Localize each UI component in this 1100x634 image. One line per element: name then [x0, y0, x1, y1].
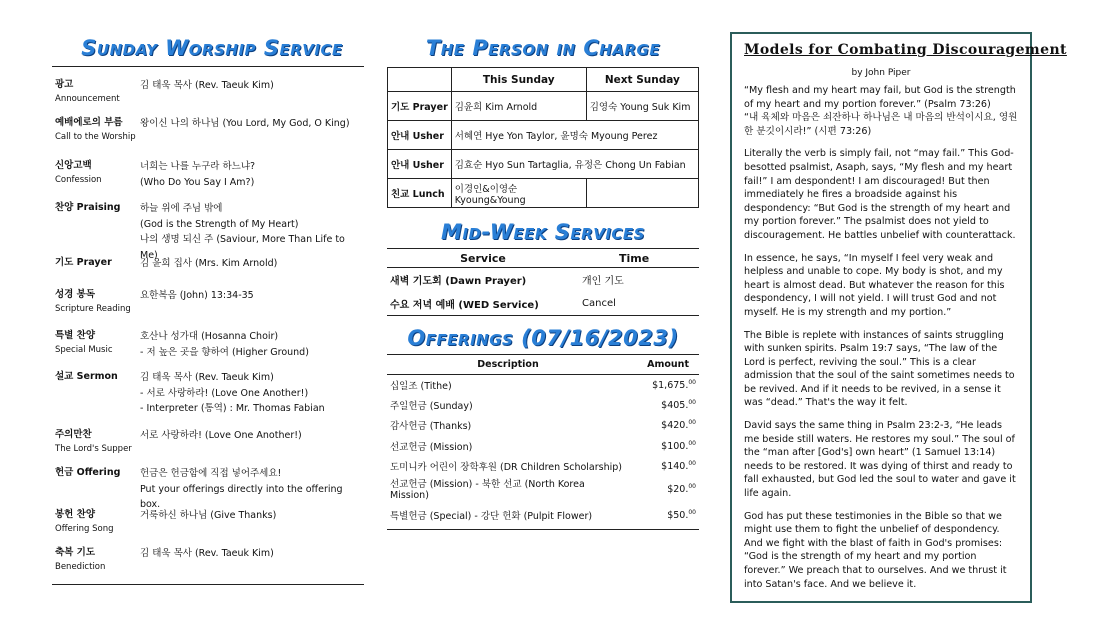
offering-cents: 00 — [688, 378, 696, 386]
article-author: by John Piper — [851, 68, 911, 78]
table-row — [387, 292, 699, 316]
offering-amount: $50. — [667, 510, 689, 522]
table-row — [387, 476, 699, 501]
offering-cents: 00 — [688, 460, 696, 468]
service-item-label — [55, 256, 140, 284]
table-header-this-sunday: This Sunday — [451, 68, 586, 92]
person-in-charge-title: The Person in Charge — [425, 36, 661, 60]
service-item-content — [140, 288, 364, 325]
midweek-services-table — [387, 248, 699, 316]
list-item — [52, 284, 364, 325]
table-row — [388, 179, 699, 208]
table-row — [387, 375, 699, 395]
offering-amount-cell — [629, 415, 699, 435]
offerings-title: Offerings (07/16/2023) — [407, 326, 679, 350]
service-item-subtitle: Benediction — [55, 562, 106, 572]
table-header-role — [388, 68, 452, 92]
service-item-line: 호산나 성가대 (Hosanna Choir) — [140, 331, 279, 342]
service-item-line: 요한복음 (John) 13:34-35 — [140, 290, 254, 301]
service-item-subtitle: Offering Song — [55, 524, 114, 534]
service-item-line: 나의 생명 되신 주 (Saviour, More Than Life to Me) — [140, 234, 345, 261]
service-item-line: - Interpreter (통역) : Mr. Thomas Fabian — [140, 403, 325, 414]
service-item-subtitle: Special Music — [55, 345, 113, 355]
table-row — [387, 456, 699, 476]
table-header-description: Description — [387, 355, 629, 375]
service-item-label — [55, 508, 140, 542]
table-header-next-sunday: Next Sunday — [586, 68, 698, 92]
service-item-name: 주의만찬 — [55, 429, 92, 440]
offering-amount-cell — [629, 395, 699, 415]
service-item-label — [55, 159, 140, 197]
service-item-line: 김 태욱 목사 (Rev. Taeuk Kim) — [140, 80, 274, 91]
service-item-name: 찬양 Praising — [55, 202, 121, 213]
article-box — [730, 32, 1067, 603]
table-header-time: Time — [579, 249, 699, 268]
list-item — [52, 197, 364, 261]
service-time-cell: Cancel — [579, 292, 699, 316]
service-item-name: 헌금 Offering — [55, 467, 121, 478]
offering-amount-cell — [629, 456, 699, 476]
service-item-subtitle: Scripture Reading — [55, 304, 131, 314]
next-sunday-cell — [586, 179, 698, 208]
list-item — [52, 155, 364, 197]
article-body — [744, 84, 1018, 591]
offering-description-cell: 주일헌금 (Sunday) — [390, 401, 473, 413]
article-paragraph: David says the same thing in Psalm 23:2-3, “He leads me beside still waters. He restores my soul.” The soul of the “man after [God's] own heart” (1 Samuel 13:14) needs to be restored. It was dying of thirst and ready to fall exhausted, but God led the soul to water and gave it life again. — [744, 420, 1016, 500]
article-paragraph: God has put these testimonies in the Bible so that we might use them to fight the unbelief of despondency. And we fight with the blast of faith in God's promises: “God is the strength of my heart and my portion forever.” We preach that to ourselves. And we thrust it into Satan's face. And we believe it. — [744, 510, 1007, 590]
service-item-name: 성경 봉독 — [55, 289, 96, 300]
offering-amount: $1,675. — [652, 380, 689, 392]
service-item-content — [140, 329, 364, 366]
service-item-line: 왕이신 나의 하나님 (You Lord, My God, O King) — [140, 118, 350, 129]
article-paragraph: The Bible is replete with instances of saints struggling with sunken spirits. Psalm 19:7 says, “The law of the Lord is perfect, reviving the soul.” This is a clear admission that the soul of the saint sometimes needs to be revived. And if it needs to be revived, in a sense it was “dead.” That's the way it felt. — [744, 329, 1015, 409]
offering-amount: $420. — [661, 420, 689, 432]
offering-amount-cell — [629, 476, 699, 501]
service-item-line: - 서로 사랑하라! (Love One Another!) — [140, 387, 309, 399]
service-item-content — [140, 78, 364, 112]
midweek-services-title: Mid-Week Services — [441, 220, 645, 244]
table-row — [387, 415, 699, 435]
service-item-name: 광고 — [55, 79, 74, 90]
offering-amount-cell — [629, 375, 699, 395]
service-item-label — [55, 428, 140, 462]
offering-amount-cell — [629, 436, 699, 456]
service-item-line: 너희는 나를 누구라 하느냐? — [140, 161, 256, 172]
service-item-content — [140, 370, 364, 424]
service-item-name: 예배에로의 부름 — [55, 117, 123, 128]
assignment-cell: 서혜연 Hye Yon Taylor, 윤명숙 Myoung Perez — [451, 121, 698, 150]
service-item-line: (God is the Strength of My Heart) — [140, 218, 299, 230]
service-item-content — [140, 428, 364, 462]
this-sunday-cell: 이경인&이영순 Kyoung&Young — [451, 179, 586, 208]
service-item-subtitle: Call to the Worship — [55, 132, 136, 142]
service-item-line: Put your offerings directly into the offering box. — [140, 483, 343, 510]
offering-cents: 00 — [688, 482, 696, 490]
list-item — [52, 325, 364, 366]
service-item-label — [55, 78, 140, 112]
service-item-content — [140, 256, 364, 284]
list-item — [52, 112, 364, 155]
offering-description-cell: 선교헌금 (Mission) - 북한 선교 (North Korea Mission) — [390, 479, 585, 502]
this-sunday-cell: 김윤희 Kim Arnold — [451, 92, 586, 121]
offering-cents: 00 — [688, 439, 696, 447]
worship-order-list — [52, 67, 364, 578]
service-item-label — [55, 546, 140, 578]
table-header-service: Service — [387, 249, 579, 268]
table-row — [388, 150, 699, 179]
offerings-section — [387, 322, 699, 530]
service-item-name: 설교 Sermon — [55, 371, 118, 382]
assignment-cell: 김효순 Hyo Sun Tartaglia, 유정은 Chong Un Fabian — [451, 150, 698, 179]
table-row — [388, 121, 699, 150]
offering-description-cell: 선교헌금 (Mission) — [390, 441, 473, 453]
service-item-line: 하늘 위에 주님 밖에 — [140, 203, 223, 214]
table-row — [388, 92, 699, 121]
article-paragraph: “My flesh and my heart may fail, but God is the strength of my heart and my portion forever.” (Psalm 73:26) “내 육체와 마음은 쇠잔하나 하나님은 내 마음의 반석이시요, 영원한 분깃이시라!” (시편 73:26) — [744, 85, 1018, 137]
worship-service-title: Sunday Worship Service — [81, 36, 343, 60]
table-row — [387, 395, 699, 415]
role-cell: 안내 Usher — [388, 150, 452, 179]
service-name-cell: 수요 저녁 예배 (WED Service) — [387, 292, 579, 316]
service-item-name: 신앙고백 — [55, 160, 92, 171]
service-item-line: 거룩하신 하나님 (Give Thanks) — [140, 510, 277, 521]
service-item-content — [140, 466, 364, 510]
person-in-charge-section — [387, 32, 699, 208]
service-item-name: 기도 Prayer — [55, 257, 112, 268]
service-item-name: 특별 찬양 — [55, 330, 96, 341]
service-item-line: 김 윤희 집사 (Mrs. Kim Arnold) — [140, 258, 278, 269]
middle-column — [387, 32, 699, 530]
service-item-label — [55, 370, 140, 424]
person-in-charge-table — [387, 67, 699, 208]
table-row — [387, 436, 699, 456]
offering-amount: $405. — [661, 400, 689, 412]
table-row — [387, 268, 699, 292]
offering-cents: 00 — [688, 399, 696, 406]
service-item-content — [140, 508, 364, 542]
service-item-subtitle: Announcement — [55, 94, 120, 104]
service-item-content — [140, 159, 364, 197]
worship-service-section — [52, 32, 364, 585]
service-item-content — [140, 116, 364, 155]
service-item-label — [55, 201, 140, 252]
offering-amount-cell — [629, 501, 699, 529]
list-item — [52, 252, 364, 284]
service-item-line: 김 태욱 목사 (Rev. Taeuk Kim) — [140, 372, 274, 383]
table-row — [387, 501, 699, 529]
offering-description-cell: 십일조 (Tithe) — [390, 380, 452, 392]
article-paragraph: In essence, he says, “In myself I feel very weak and helpless and unable to cope. My body is shot, and my heart is almost dead. But whatever the reason for this despondency, I will not yield. I will trust God and not myself. He is my strength and my portion.” — [744, 252, 1005, 318]
offering-description-cell: 특별헌금 (Special) - 강단 헌화 (Pulpit Flower) — [387, 501, 629, 529]
offering-amount: $100. — [661, 440, 689, 452]
list-item — [52, 462, 364, 510]
list-item — [52, 67, 364, 112]
service-item-line: (Who Do You Say I Am?) — [140, 176, 255, 188]
role-cell: 안내 Usher — [388, 121, 452, 150]
table-header-amount: Amount — [629, 355, 699, 375]
service-item-content — [140, 546, 364, 578]
midweek-services-section — [387, 216, 699, 316]
service-item-label — [55, 466, 140, 504]
role-cell: 친교 Lunch — [388, 179, 452, 208]
list-item — [52, 424, 364, 462]
offering-description-cell: 감사헌금 (Thanks) — [390, 421, 472, 433]
service-item-label — [55, 116, 140, 155]
offering-cents: 00 — [688, 419, 696, 427]
service-item-line: - 저 높은 곳을 향하여 (Higher Ground) — [140, 346, 309, 358]
service-name-cell: 새벽 기도회 (Dawn Prayer) — [390, 276, 527, 288]
divider — [52, 584, 364, 585]
service-time-cell: 개인 기도 — [582, 276, 624, 288]
service-item-subtitle: Confession — [55, 175, 102, 185]
next-sunday-cell: 김영숙 Young Suk Kim — [586, 92, 698, 121]
service-item-content — [140, 201, 364, 261]
article-paragraph: Literally the verb is simply fail, not “may fail.” This God-besotted psalmist, Asaph, says, “My flesh and my heart fail!” I am despondent! I am discouraged! But then immediately he fires a broadside against his despondency: “But God is the strength of my heart and my portion forever.” The psalmist does not yield to discouragement. He battles unbelief with counterattack. — [744, 148, 1016, 241]
list-item — [52, 366, 364, 424]
role-cell: 기도 Prayer — [388, 92, 452, 121]
article-title: Models for Combating Discouragement — [744, 42, 1067, 58]
service-item-subtitle: The Lord's Supper — [55, 444, 132, 454]
service-item-label — [55, 329, 140, 366]
offering-amount: $140. — [661, 461, 689, 473]
list-item — [52, 504, 364, 542]
service-item-label — [55, 288, 140, 325]
offering-description-cell: 도미니카 어린이 장학후원 (DR Children Scholarship) — [390, 462, 622, 474]
service-item-line: 헌금은 헌금함에 직접 넣어주세요! — [140, 468, 282, 479]
service-item-line: 김 태욱 목사 (Rev. Taeuk Kim) — [140, 548, 274, 559]
list-item — [52, 542, 364, 578]
offering-cents: 00 — [688, 509, 696, 517]
offerings-table — [387, 354, 699, 530]
offering-amount: $20. — [667, 484, 689, 496]
service-item-name: 축복 기도 — [55, 547, 96, 558]
service-item-name: 봉헌 찬양 — [55, 509, 96, 520]
service-item-line: 서로 사랑하라! (Love One Another!) — [140, 430, 302, 441]
